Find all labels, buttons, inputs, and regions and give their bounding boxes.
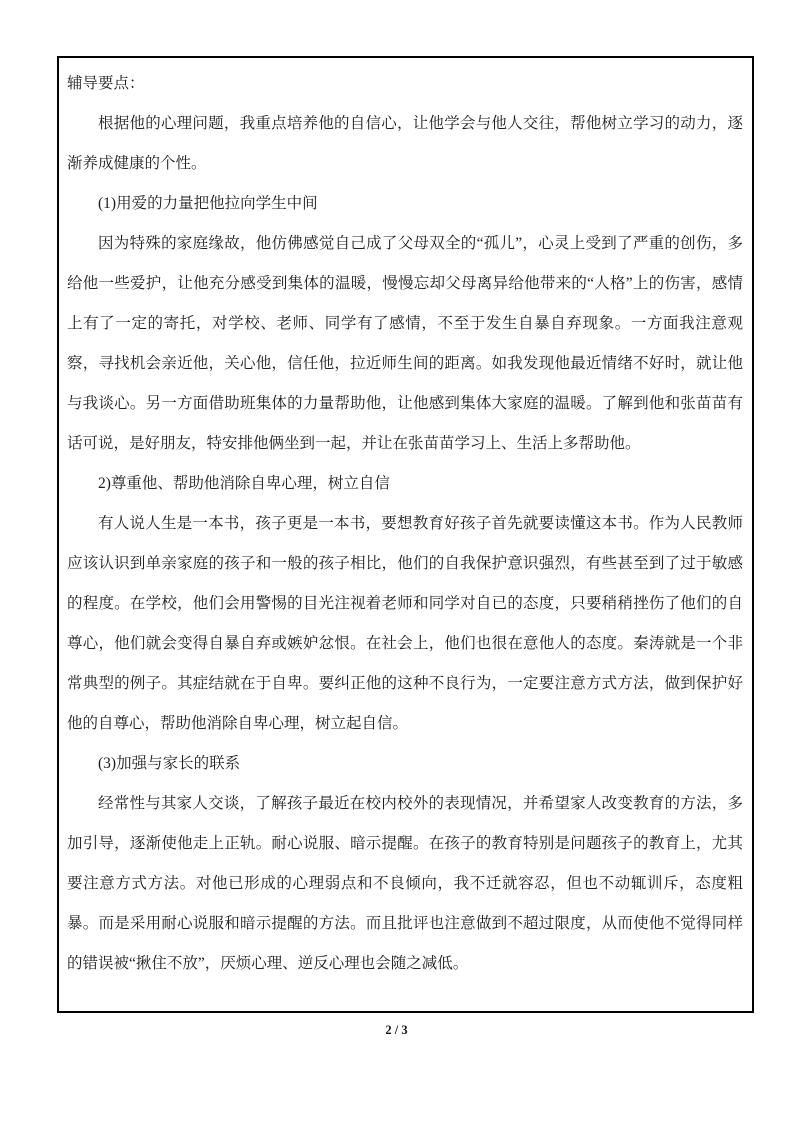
page-number: 2 / 3	[385, 1023, 408, 1037]
paragraph-point-2: 有人说人生是一本书，孩子更是一本书，要想教育好孩子首先就要读懂这本书。作为人民教师应该认识到单亲家庭的孩子和一般的孩子相比，他们的自我保护意识强烈，有些甚至到了过于敏感的程度。在学校，他们会用警惕的目光注视着老师和同学对自已的态度，只要稍稍挫伤了他们的自尊心，他们就会变得自暴自弃或嫉妒忿恨。在社会上，他们也很在意他人的态度。秦涛就是一个非常典型的例子。其症结就在于自卑。要纠正他的这种不良行为，一定要注意方式方法，做到保护好他的自尊心，帮助他消除自卑心理，树立起自信。	[67, 515, 743, 732]
section-heading: 辅导要点：	[67, 75, 145, 92]
counseling-points-table-cell	[57, 56, 754, 1013]
paragraph-point-3: 经常性与其家人交谈，了解孩子最近在校内校外的表现情况，并希望家人改变教育的方法，多加引导，逐渐使他走上正轨。耐心说服、暗示提醒。在孩子的教育特别是问题孩子的教育上，尤其要注意方式方法。对他已形成的心理弱点和不良倾向，我不迁就容忍，但也不动辄训斥，态度粗暴。而是采用耐心说服和暗示提醒的方法。而且批评也注意做到不超过限度，从而使他不觉得同样的错误被“揪住不放”，厌烦心理、逆反心理也会随之减低。	[67, 795, 743, 972]
paragraph-point-1: 因为特殊的家庭缘故，他仿佛感觉自己成了父母双全的“孤儿”，心灵上受到了严重的创伤，多给他一些爱护，让他充分感受到集体的温暖，慢慢忘却父母离异给他带来的“人格”上的伤害，感情上有了一定的寄托，对学校、老师、同学有了感情，不至于发生自暴自弃现象。一方面我注意观察，寻找机会亲近他，关心他，信任他，拉近师生间的距离。如我发现他最近情绪不好时，就让他与我谈心。另一方面借助班集体的力量帮助他，让他感到集体大家庭的温暖。了解到他和张苗苗有话可说，是好朋友，特安排他俩坐到一起，并让在张苗苗学习上、生活上多帮助他。	[67, 235, 743, 452]
paragraph-intro: 根据他的心理问题，我重点培养他的自信心，让他学会与他人交往，帮他树立学习的动力，逐渐养成健康的个性。	[67, 115, 743, 172]
subheading-2: 2)尊重他、帮助他消除自卑心理，树立自信	[98, 475, 390, 492]
subheading-1: (1)用爱的力量把他拉向学生中间	[98, 195, 318, 212]
subheading-3: (3)加强与家长的联系	[98, 755, 241, 772]
